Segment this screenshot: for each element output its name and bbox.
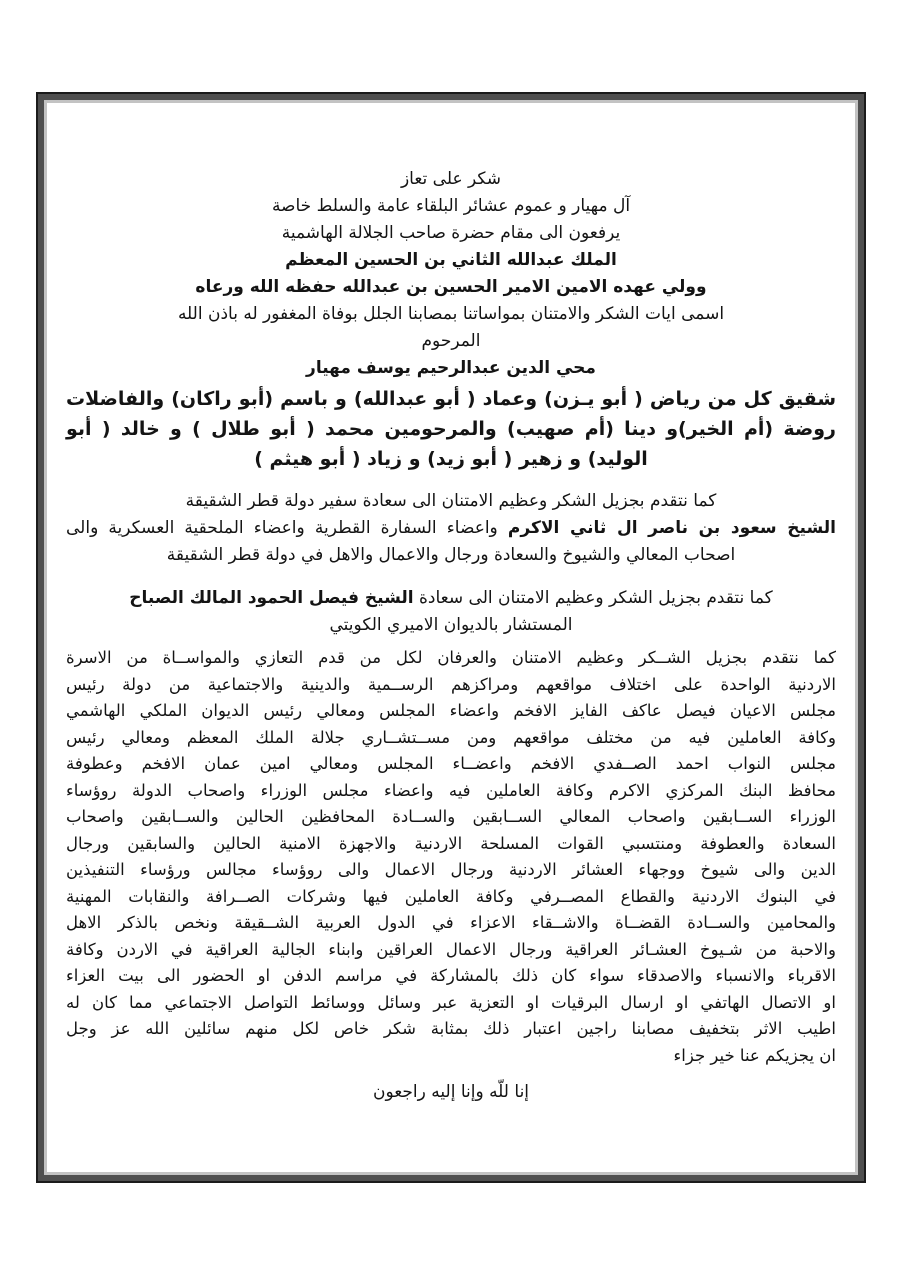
raise-line: يرفعون الى مقام حضرة صاحب الجلالة الهاشمية	[281, 223, 621, 243]
main-thanks-paragraph	[66, 645, 836, 1069]
paragraph-line: وكافة العاملين فيه من مختلف مواقعهم ومن مســتشــاري جلالة الملك المعظم ومعالي رئيس	[66, 727, 836, 747]
paragraph-line: الاقرباء والانسباء والاصدقاء سواء كان ذلك بالمشاركة في مراسم الدفن او الحضور الى بيت العزاء	[66, 966, 836, 985]
paragraph-line: والمحامين والســادة القضــاة والاشــقاء الاعزاء في الدول العربية الشــقيقة ونخص بالذكر الاهل	[66, 913, 836, 932]
closing-verse: إنا للّه وإنا إليه راجعون	[372, 1082, 530, 1102]
king-line: الملك عبدالله الثاني بن الحسين المعظم	[285, 250, 617, 270]
paragraph-line: مجلس النواب احمد الصــفدي الافخم واعضــاء المجلس ومعالي امين عمان الافخم وعطوفة	[66, 754, 836, 773]
qatar-line-1: كما نتقدم بجزيل الشكر وعظيم الامتنان الى سعادة سفير دولة قطر الشقيقة	[185, 491, 717, 511]
siblings-paragraph: شقيق كل من رياض ( أبو يـزن) وعماد ( أبو عبدالله) و باسم (أبو راكان) والفاضلات روضة (أم الخير)و دينا (أم صهيب) والمرحومين محمد ( أبو طلال ) و خالد ( أبو الوليد) و زهير ( أبو زيد) و زياد ( أبو هيثم )	[66, 388, 836, 470]
kuwait-thanks-section	[66, 585, 836, 639]
kuwait-line-1	[66, 585, 836, 612]
qatar-line-3: اصحاب المعالي والشيوخ والسعادة ورجال والاعمال والاهل في دولة قطر الشقيقة	[166, 545, 736, 565]
kuwait-line-1-prefix: كما نتقدم بجزيل الشكر وعظيم الامتنان الى سعادة	[413, 588, 773, 608]
kuwait-line-2: المستشار بالديوان الاميري الكويتي	[329, 615, 573, 635]
paragraph-line: في البنوك الاردنية والقطاع المصــرفي وكافة العاملين فيها وشركات الصــرافة والنقابات المهنية	[66, 886, 836, 906]
paragraph-line: مجلس الاعيان فيصل عاكف الفايز الافخم واعضاء المجلس ومعالي رئيس الديوان الملكي الهاشمي	[66, 701, 836, 720]
document-frame	[36, 92, 866, 1183]
document-title: شكر على تعاز	[400, 169, 502, 189]
paragraph-line: الدين والى شيوخ ووجهاء العشائر الاردنية ورجال الاعمال والى روؤساء مجالس ورؤساء التنفيذين	[66, 860, 836, 879]
deceased-name: محي الدين عبدالرحيم يوسف مهيار	[306, 358, 596, 378]
paragraph-line: اطيب الاثر بتخفيف مصابنا راجين اعتبار ذلك بمثابة شكر خاص لكل منهم سائلين الله عز وجل	[66, 1019, 836, 1038]
paragraph-line: ان يجزيكم عنا خير جزاء	[673, 1045, 836, 1065]
paragraph-line: محافظ البنك المركزي الاكرم وكافة العاملين فيه واعضاء مجلس الوزراء واصحاب الدولة روؤساء	[66, 780, 836, 800]
marhoom-label: المرحوم	[421, 331, 481, 351]
qatar-line-2-rest: واعضاء السفارة القطرية واعضاء الملحقية العسكرية والى	[66, 518, 508, 538]
thanks-line: اسمى ايات الشكر والامتنان بمواساتنا بمصابنا الجلل بوفاة المغفور له باذن الله	[177, 304, 725, 324]
paragraph-line: السعادة والعطوفة ومنتسبي القوات المسلحة الاردنية والاجهزة الامنية الحالين والسابقين ورجال	[66, 833, 836, 853]
paragraph-line: كما نتقدم بجزيل الشــكر وعظيم الامتنان والعرفان لكل من قدم التعازي والمواســاة من الاسرة	[66, 648, 836, 667]
qatar-thanks-section	[66, 488, 836, 569]
paragraph-line: الاردنية الواحدة على اختلاف مواقعهم ومراكزهم الرســمية والدينية والاجتماعية من دولة رئيس	[66, 674, 836, 694]
paragraph-line: او الاتصال الهاتفي او ارسال البرقيات او التعزية عبر وسائل ووسائط التواصل الاجتماعي مما كان له	[66, 992, 836, 1012]
paragraph-line: والاحبة من شـيوخ العشـائر العراقية ورجال الاعمال العراقين وابناء الجالية العراقية في الاردن وكافة	[66, 939, 836, 959]
qatar-ambassador-name: الشيخ سعود بن ناصر ال ثاني الاكرم	[507, 518, 836, 538]
kuwait-sheikh-name: الشيخ فيصل الحمود المالك الصباح	[129, 588, 414, 608]
qatar-line-2	[66, 515, 836, 542]
paragraph-line: الوزراء الســابقين واصحاب المعالي الســابقين والســادة المحافظين الحالين والســابقين واصحاب	[66, 807, 836, 826]
family-line: آل مهيار و عموم عشائر البلقاء عامة والسلط خاصة	[271, 196, 631, 216]
crown-prince-line: وولي عهده الامين الامير الحسين بن عبدالله حفظه الله ورعاه	[195, 277, 707, 297]
